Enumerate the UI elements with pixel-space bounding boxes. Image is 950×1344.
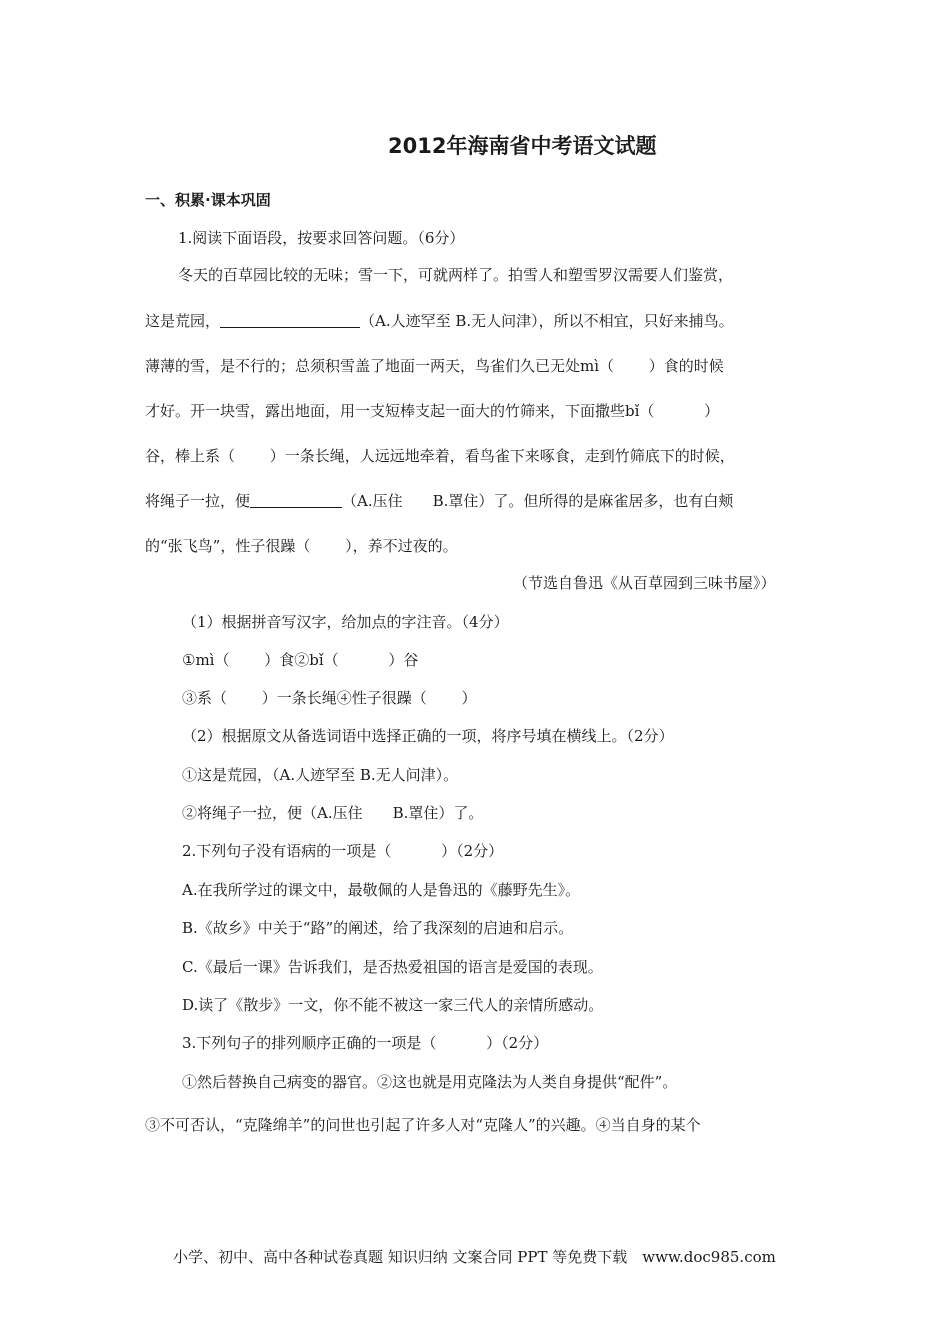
passage-line-4: 才好。开一块雪，露出地面，用一支短棒支起一面大的竹筛来，下面撒些bǐ（ ） (145, 402, 720, 420)
passage-line-2-start: 这是荒园， (145, 312, 221, 330)
passage-line-3: 薄薄的雪，是不行的；总须积雪盖了地面一两天，鸟雀们久已无处mì（ ）食的时候 (145, 357, 724, 375)
page-title: 2012年海南省中考语文试题 (388, 134, 657, 158)
question-2-heading: 2.下列句子没有语病的一项是（ ）（2分） (182, 842, 504, 860)
subquestion-2-item-b: ②将绳子一拉，便（A.压住 B.罩住）了。 (182, 804, 484, 822)
question-2-option-d: D.读了《散步》一文，你不能不被这一家三代人的亲情所感动。 (182, 996, 604, 1014)
question-3-line-2: ③不可否认，“克隆绵羊”的问世也引起了许多人对“克隆人”的兴趣。④当自身的某个 (145, 1116, 701, 1134)
section-heading: 一、积累·课本巩固 (145, 191, 271, 209)
subquestion-2-item-a: ①这是荒园，（A.人迹罕至 B.无人问津）。 (182, 766, 459, 784)
passage-line-2 (145, 311, 734, 331)
passage-line-6-start: 将绳子一拉，便 (145, 492, 251, 510)
passage-line-7: 的“张飞鸟”，性子很躁（ ），养不过夜的。 (145, 537, 458, 555)
subquestion-1-heading: （1）根据拼音写汉字，给加点的字注音。（4分） (182, 613, 509, 631)
passage-line-2-end: （A.人迹罕至 B.无人问津），所以不相宜，只好来捕鸟。 (360, 312, 734, 330)
subquestion-1-item-b: ③系（ ）一条长绳④性子很躁（ ） (182, 689, 477, 707)
answer-blank-1 (220, 311, 360, 328)
question-3-line-1: ①然后替换自己病变的器官。②这也就是用克隆法为人类自身提供“配件”。 (182, 1073, 678, 1091)
question-2-option-b: B.《故乡》中关于“路”的阐述，给了我深刻的启迪和启示。 (182, 919, 574, 937)
passage-line-6 (145, 491, 733, 511)
answer-blank-2 (250, 491, 342, 508)
subquestion-2-heading: （2）根据原文从备选词语中选择正确的一项，将序号填在横线上。（2分） (182, 727, 674, 745)
passage-line-5: 谷，棒上系（ ）一条长绳，人远远地牵着，看鸟雀下来啄食，走到竹筛底下的时候， (145, 447, 735, 465)
passage-line-1: 冬天的百草园比较的无味；雪一下，可就两样了。拍雪人和塑雪罗汉需要人们鉴赏， (178, 266, 734, 284)
subquestion-1-item-a: ①mì（ ）食②bǐ（ ）谷 (182, 651, 419, 669)
question-1-heading: 1.阅读下面语段，按要求回答问题。（6分） (178, 229, 465, 247)
passage-source: （节选自鲁迅《从百草园到三味书屋》） (513, 574, 776, 592)
question-2-option-a: A.在我所学过的课文中，最敬佩的人是鲁迅的《藤野先生》。 (182, 881, 581, 899)
page-footer: 小学、初中、高中各种试卷真题 知识归纳 文案合同 PPT 等免费下载 www.doc985.com (173, 1248, 776, 1266)
question-3-heading: 3.下列句子的排列顺序正确的一项是（ ）（2分） (182, 1034, 549, 1052)
question-2-option-c: C.《最后一课》告诉我们，是否热爱祖国的语言是爱国的表现。 (182, 958, 603, 976)
passage-line-6-end: （A.压住 B.罩住）了。但所得的是麻雀居多，也有白颊 (342, 492, 734, 510)
